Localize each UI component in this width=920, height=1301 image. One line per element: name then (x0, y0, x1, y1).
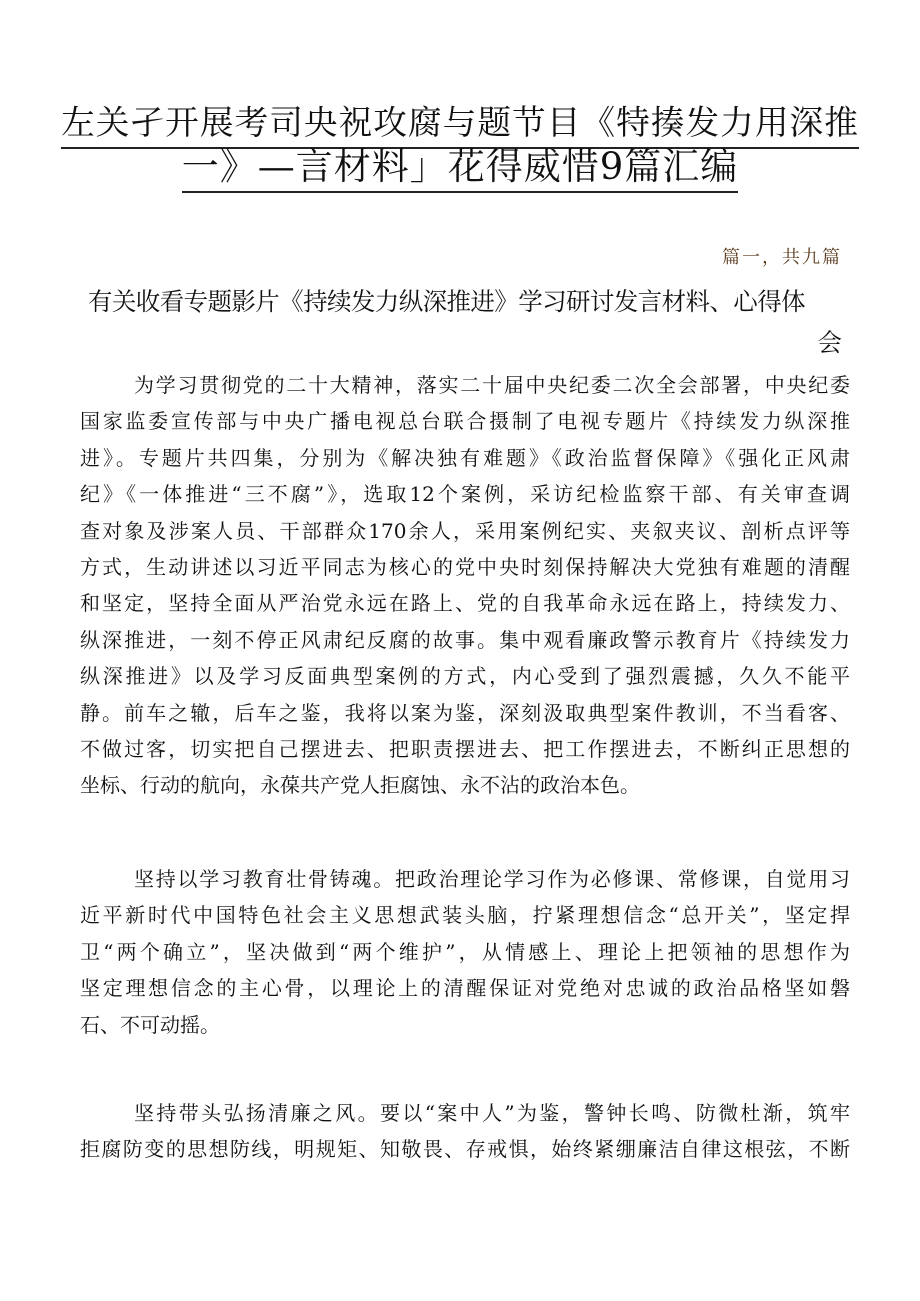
paragraph-line: 坚持以学习教育壮骨铸魂。把政治理论学习作为必修课、常修课，自觉用习 (134, 867, 850, 891)
paragraph-line: 纵深推进》以及学习反面典型案例的方式，内心受到了强烈震撼，久久不能平 (80, 664, 850, 689)
paragraph-line: 为学习贯彻党的二十大精神，落实二十届中央纪委二次全会部署，中央纪委 (134, 373, 850, 397)
paragraph-line: 近平新时代中国特色社会主义思想武装头脑，拧紧理想信念“总开关”，坚定捍 (80, 903, 850, 928)
section-label: 篇一，共九篇 (722, 247, 842, 268)
paragraph-line: 国家监委宣传部与中央广播电视总台联合摄制了电视专题片《持续发力纵深推 (80, 409, 850, 434)
paragraph-line: 和坚定，坚持全面从严治党永远在路上、党的自我革命永远在路上，持续发力、 (80, 591, 850, 616)
paragraph-line: 坚持带头弘扬清廉之风。要以“案中人”为鉴，警钟长鸣、防微杜渐，筑牢 (134, 1101, 850, 1125)
paragraph-line: 静。前车之辙，后车之鉴，我将以案为鉴，深刻汲取典型案件教训，不当看客、 (80, 700, 850, 725)
paragraph-line: 坐标、行动的航向，永葆共产党人拒腐蚀、永不沾的政治本色。 (80, 773, 640, 798)
paragraph-line: 进》。专题片共四集，分别为《解决独有难题》《政治监督保障》《强化正风肃 (80, 445, 850, 470)
paragraph-line: 查对象及涉案人员、干部群众170余人，采用案例纪实、夹叙夹议、剖析点评等 (80, 518, 850, 543)
paragraph-line: 坚定理想信念的主心骨，以理论上的清醒保证对党绝对忠诚的政治品格坚如磐 (80, 976, 850, 1001)
document-title-line-2 (60, 141, 860, 193)
article-heading-line-1: 有关收看专题影片《持续发力纵深推进》学习研讨发言材料、心得体 (88, 287, 805, 316)
document-title-text-2: 一》—言材料」花得威惜9篇汇编 (182, 143, 739, 193)
paragraph-line: 方式，生动讲述以习近平同志为核心的党中央时刻保持解决大党独有难题的清醒 (80, 554, 850, 579)
paragraph-line: 卫“两个确立”，坚决做到“两个维护”，从情感上、理论上把领袖的思想作为 (80, 939, 850, 964)
paragraph-line: 纪》《一体推进“三不腐”》，选取12个案例，采访纪检监察干部、有关审查调 (80, 482, 850, 507)
paragraph-line: 石、不可动摇。 (80, 1012, 220, 1037)
paragraph-line: 纵深推进，一刻不停正风肃纪反腐的故事。集中观看廉政警示教育片《持续发力 (80, 627, 850, 652)
paragraph-3 (80, 1095, 850, 1168)
article-heading-line-2: 会 (817, 328, 842, 357)
document-title-text-1: 左关孑开展考司央祝攻腐与题节目《特揍发力用深推 (61, 99, 859, 149)
paragraph-1 (80, 367, 850, 804)
paragraph-line: 不做过客，切实把自己摆进去、把职责摆进去、把工作摆进去，不断纠正思想的 (80, 736, 850, 761)
paragraph-2 (80, 861, 850, 1043)
paragraph-line: 拒腐防变的思想防线，明规矩、知敬畏、存戒惧，始终紧绷廉洁自律这根弦，不断 (80, 1137, 850, 1162)
